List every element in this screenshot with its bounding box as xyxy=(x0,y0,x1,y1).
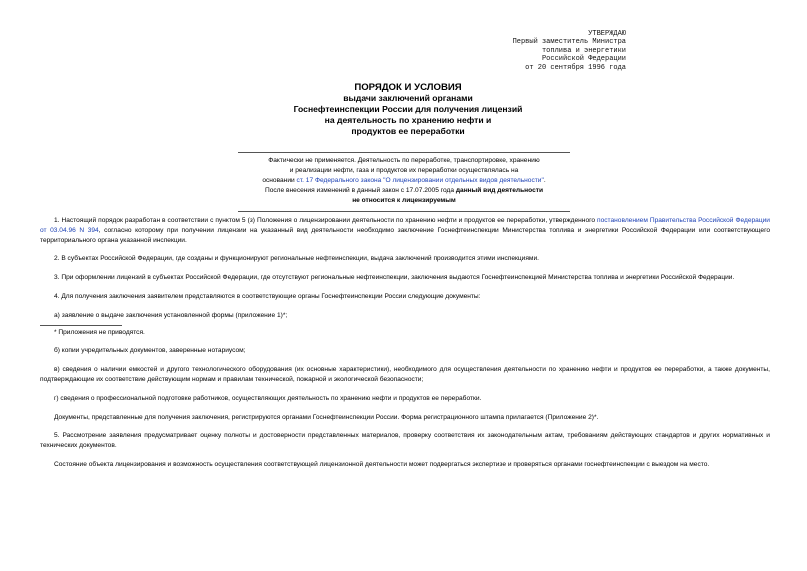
note-bold-text: не относится к лицензируемым xyxy=(352,197,456,204)
note-text: . xyxy=(543,177,546,184)
title-line: продуктов ее переработки xyxy=(351,126,465,136)
note-divider-top xyxy=(238,152,570,153)
approval-line: от 20 сентября 1996 года xyxy=(525,63,626,72)
paragraph-3: 3. При оформлении лицензий в субъектах Российской Федерации, где отсутствуют региональные нефтеинспекции, заключения выдаются Госнефтеинспекцией Министерства топлива и энергетики Российской Федерации. xyxy=(54,274,735,282)
paragraph-5: 5. Рассмотрение заявления предусматривает оценку полноты и достоверности представленных материалов, проверку соответствия их законодательным актам, требованиям действующих стандартов и других нормативных и технических документов. xyxy=(40,432,770,450)
approval-line: Первый заместитель Министра xyxy=(512,38,626,47)
note-line xyxy=(238,186,570,196)
note-line xyxy=(238,176,570,186)
document-title xyxy=(238,82,578,137)
document-body xyxy=(40,216,770,470)
title-line: выдачи заключений органами xyxy=(343,93,473,103)
paragraph-text: 1. Настоящий порядок разработан в соответствии с пунктом 5 (з) Положения о лицензировании деятельности по хранению нефти и продуктов ее переработки, утвержденного xyxy=(54,217,598,224)
paragraph-4v: в) сведения о наличии емкостей и другого технологического оборудования (их основные характеристики), необходимого для осуществления деятельности по хранению нефти и продуктов ее переработки, а также документы, подтверждающие их соответствие действующим нормам и правилам технической, пожарной и экологической безопасности; xyxy=(40,366,770,383)
note-line xyxy=(238,196,570,206)
paragraph-4g: г) сведения о профессиональной подготовке работников, осуществляющих деятельность по хранению нефти и продуктов ее переработки. xyxy=(54,394,482,402)
note-divider-bottom xyxy=(238,211,570,212)
government-decree-link[interactable]: постановлением Правительства Российской Федерации от 03.04.96 N 394 xyxy=(40,217,770,234)
law-article-link[interactable]: ст. 17 Федерального закона "О лицензировании отдельных видов деятельности" xyxy=(296,177,544,184)
approval-block xyxy=(508,30,626,72)
note-bold-text: данный вид деятельности xyxy=(455,187,544,194)
paragraph-6: Состояние объекта лицензирования и возможность осуществления соответствующей лицензионной деятельности может подвергаться экспертизе и проверяться органами госнефтеинспекции с выездом на место. xyxy=(54,460,710,468)
paragraph-4: 4. Для получения заключения заявителем представляются в соответствующие органы Госнефтеинспекции России следующие документы: xyxy=(54,292,481,300)
note-text: После внесения изменений в данный закон с 17.07.2005 года xyxy=(264,187,456,194)
approval-line: Российской Федерации xyxy=(541,55,626,64)
footnote-divider xyxy=(40,325,122,326)
paragraph-2: 2. В субъектах Российской Федерации, где созданы и функционируют региональные нефтеинспекции, выдача заключений производится этими инспекциями. xyxy=(54,255,539,263)
footnote: * Приложения не приводятся. xyxy=(54,328,145,336)
approval-line: топлива и энергетики xyxy=(541,46,626,55)
paragraph-text: , согласно которому при получении лицензии на указанный вид деятельности необходимо заключение Госнефтеинспекции Министерства топлива и энергетики Российской Федерации или соответствующего территориального органа указанной инспекции. xyxy=(40,226,771,244)
title-line: ПОРЯДОК И УСЛОВИЯ xyxy=(354,82,462,93)
paragraph-4a: а) заявление о выдаче заключения установленной формы (приложение 1)*; xyxy=(54,311,288,319)
paragraph-documents: Документы, представленные для получения заключения, регистрируются органами Госнефтеинспекции России. Форма регистрационного штампа прилагается (Приложение 2)*. xyxy=(54,413,599,421)
note-line: и реализации нефти, газа и продуктов их переработки осуществлялась на xyxy=(289,167,519,174)
note-line: Фактически не применяется. Деятельность по переработке, транспортировке, хранению xyxy=(268,157,540,164)
paragraph-4b: б) копии учредительных документов, заверенные нотариусом; xyxy=(54,347,246,355)
title-line: на деятельность по хранению нефти и xyxy=(324,115,492,125)
approval-line: УТВЕРЖДАЮ xyxy=(588,30,626,38)
paragraph-1 xyxy=(40,216,770,245)
title-line: Госнефтеинспекции России для получения лицензий xyxy=(293,104,523,114)
note-text: основании xyxy=(262,177,297,184)
applicability-note xyxy=(238,156,570,206)
